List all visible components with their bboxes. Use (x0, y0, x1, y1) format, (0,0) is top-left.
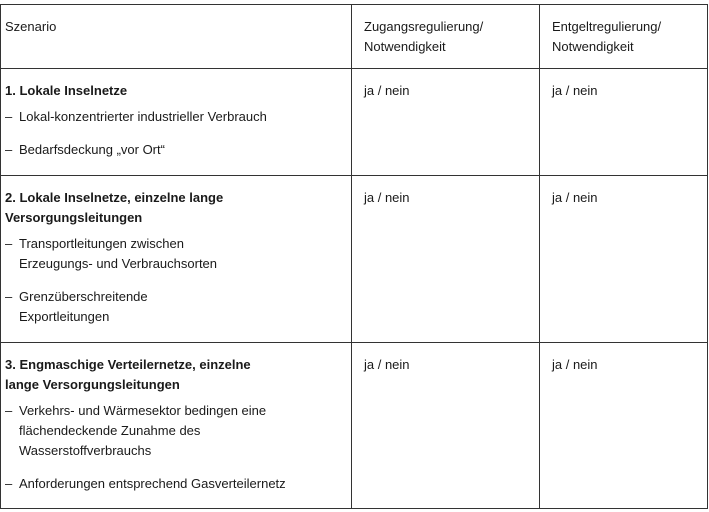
fee-cell (540, 343, 708, 509)
list-item (5, 107, 345, 127)
fee-cell (540, 69, 708, 176)
header-cell-szenario (1, 5, 352, 69)
access-value: ja / nein (364, 83, 410, 98)
header-szenario-label: Szenario (5, 19, 57, 34)
table-header-row (1, 5, 708, 69)
fee-value: ja / nein (552, 83, 598, 98)
header-cell-entgeltregulierung (540, 5, 708, 69)
table-row (1, 69, 708, 176)
access-cell (352, 176, 540, 343)
scenario-table (0, 4, 708, 509)
scenario-cell (1, 343, 352, 509)
header-cell-zugangsregulierung (352, 5, 540, 69)
table-row (1, 176, 708, 343)
bullet-text: Bedarfsdeckung „vor Ort“ (19, 142, 165, 157)
fee-value: ja / nein (552, 190, 598, 205)
scenario-title: 3. Engmaschige Verteilernetze, einzelne lange Versorgungsleitungen (5, 357, 251, 392)
bullet-text: Grenzüberschreitende Exportleitungen (19, 289, 148, 324)
scenario-title: 2. Lokale Inselnetze, einzelne lange Versorgungsleitungen (5, 190, 224, 225)
list-item (5, 287, 179, 327)
access-value: ja / nein (364, 357, 410, 372)
scenario-cell (1, 69, 352, 176)
bullet-dash: – (5, 109, 13, 124)
access-value: ja / nein (364, 190, 410, 205)
bullet-text: Lokal-konzentrierter industrieller Verbrauch (19, 109, 267, 124)
scenario-cell (1, 176, 352, 343)
list-item (5, 234, 245, 274)
table-row (1, 343, 708, 509)
access-cell (352, 343, 540, 509)
bullet-text: Transportleitungen zwischen Erzeugungs- und Verbrauchsorten (19, 236, 218, 271)
scenario-bullet-list (5, 234, 345, 327)
list-item (5, 474, 345, 494)
bullet-dash: – (5, 476, 13, 491)
bullet-dash: – (5, 289, 13, 304)
header-zugangsregulierung-label: Zugangsregulierung/ Notwendigkeit (364, 19, 484, 54)
list-item (5, 401, 319, 461)
fee-value: ja / nein (552, 357, 598, 372)
fee-cell (540, 176, 708, 343)
bullet-dash: – (5, 403, 13, 418)
bullet-text: Anforderungen entsprechend Gasverteilernetz (19, 476, 286, 491)
bullet-dash: – (5, 142, 13, 157)
header-entgeltregulierung-label: Entgeltregulierung/ Notwendigkeit (552, 19, 662, 54)
scenario-bullet-list (5, 401, 345, 494)
scenario-bullet-list (5, 107, 345, 160)
bullet-dash: – (5, 236, 13, 251)
bullet-text: Verkehrs- und Wärmesektor bedingen eine flächendeckende Zunahme des Wasserstoffverbrauchs (19, 403, 267, 458)
scenario-title: 1. Lokale Inselnetze (5, 83, 128, 98)
access-cell (352, 69, 540, 176)
list-item (5, 140, 345, 160)
